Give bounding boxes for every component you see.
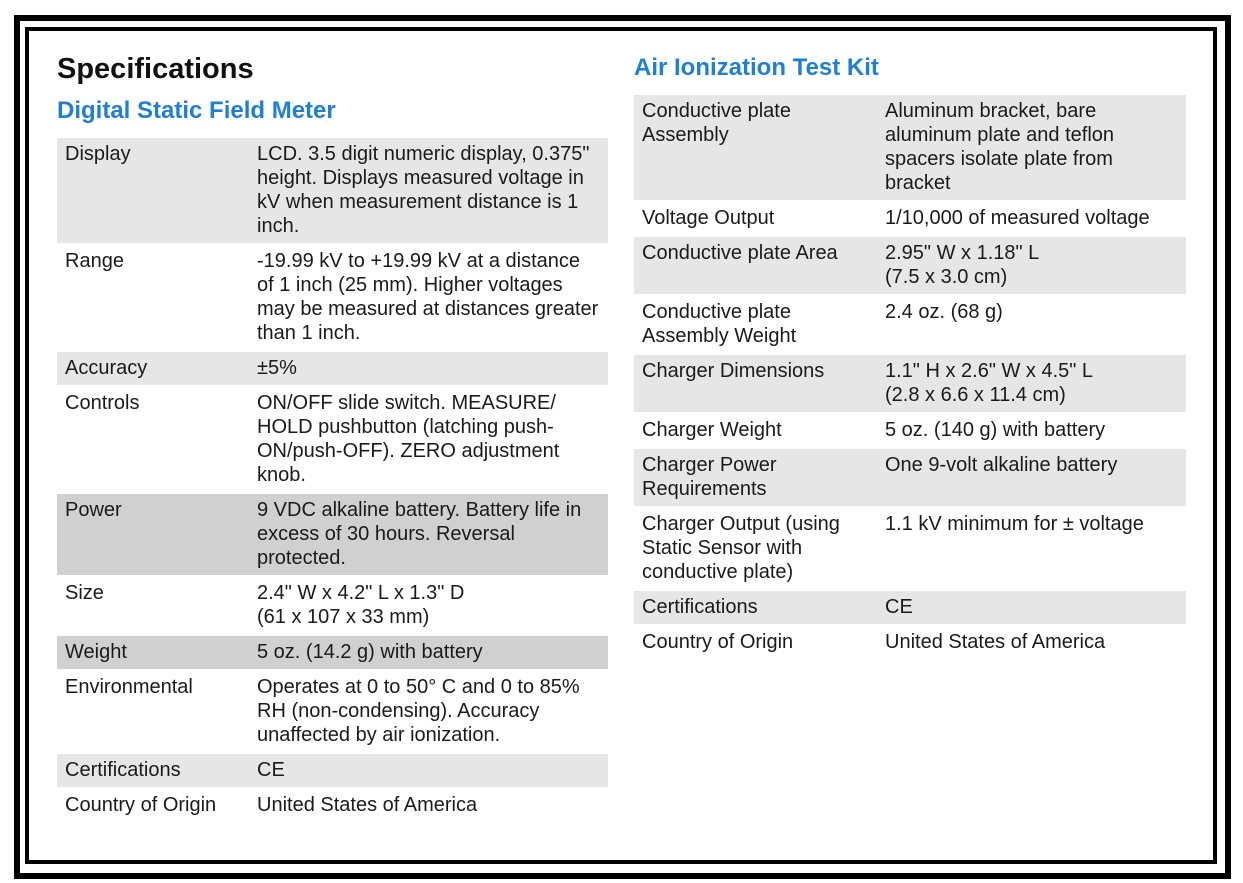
spec-label: Size xyxy=(57,576,249,635)
spec-row xyxy=(634,236,1186,295)
spec-row xyxy=(57,351,608,386)
spec-value: 5 oz. (14.2 g) with battery xyxy=(249,635,608,670)
spec-row xyxy=(57,576,608,635)
spec-label: Accuracy xyxy=(57,351,249,386)
spec-label: Charger Dimensions xyxy=(634,354,877,413)
spec-label: Conductive plate Assembly xyxy=(634,95,877,201)
spec-label: Voltage Output xyxy=(634,201,877,236)
spec-label: Conductive plate Area xyxy=(634,236,877,295)
meter-spec-table xyxy=(57,138,608,824)
spec-label: Power xyxy=(57,493,249,576)
spec-value: 1.1" H x 2.6" W x 4.5" L (2.8 x 6.6 x 11.4 cm) xyxy=(877,354,1186,413)
spec-label: Conductive plate Assembly Weight xyxy=(634,295,877,354)
page-title: Specifications xyxy=(57,53,254,85)
spec-value: 9 VDC alkaline battery. Battery life in excess of 30 hours. Reversal protected. xyxy=(249,493,608,576)
spec-row xyxy=(634,201,1186,236)
spec-value: ±5% xyxy=(249,351,608,386)
spec-label: Charger Output (using Static Sensor with conductive plate) xyxy=(634,507,877,590)
spec-value: 5 oz. (140 g) with battery xyxy=(877,413,1186,448)
spec-row xyxy=(57,788,608,823)
meter-column xyxy=(57,50,608,824)
spec-value: 2.95" W x 1.18" L (7.5 x 3.0 cm) xyxy=(877,236,1186,295)
kit-spec-table xyxy=(634,95,1186,661)
spec-value: CE xyxy=(877,590,1186,625)
spec-value: 1.1 kV minimum for ± voltage xyxy=(877,507,1186,590)
spec-row xyxy=(57,138,608,244)
spec-label: Environmental xyxy=(57,670,249,753)
spec-value: 2.4" W x 4.2" L x 1.3" D (61 x 107 x 33 mm) xyxy=(249,576,608,635)
spec-label: Country of Origin xyxy=(634,625,877,660)
spec-row xyxy=(634,625,1186,660)
spec-label: Certifications xyxy=(634,590,877,625)
spec-label: Display xyxy=(57,138,249,244)
spec-row xyxy=(57,386,608,493)
spec-row xyxy=(634,507,1186,590)
spec-row xyxy=(57,493,608,576)
spec-label: Range xyxy=(57,244,249,351)
spec-value: One 9-volt alkaline battery xyxy=(877,448,1186,507)
spec-value: Aluminum bracket, bare aluminum plate and teflon spacers isolate plate from bracket xyxy=(877,95,1186,201)
spec-value: LCD. 3.5 digit numeric display, 0.375" height. Displays measured voltage in kV when measurement distance is 1 inch. xyxy=(249,138,608,244)
spec-row xyxy=(634,413,1186,448)
spec-label: Charger Power Requirements xyxy=(634,448,877,507)
spec-row xyxy=(57,753,608,788)
spec-value: 1/10,000 of measured voltage xyxy=(877,201,1186,236)
spec-value: CE xyxy=(249,753,608,788)
spec-row xyxy=(634,354,1186,413)
spec-row xyxy=(634,295,1186,354)
spec-row xyxy=(634,95,1186,201)
spec-row xyxy=(57,670,608,753)
spec-row xyxy=(57,635,608,670)
spec-label: Controls xyxy=(57,386,249,493)
spec-label: Weight xyxy=(57,635,249,670)
spec-value: Operates at 0 to 50° C and 0 to 85% RH (non-condensing). Accuracy unaffected by air ionization. xyxy=(249,670,608,753)
spec-value: -19.99 kV to +19.99 kV at a distance of 1 inch (25 mm). Higher voltages may be measured at distances greater than 1 inch. xyxy=(249,244,608,351)
spec-label: Country of Origin xyxy=(57,788,249,823)
spec-label: Charger Weight xyxy=(634,413,877,448)
kit-column xyxy=(634,50,1186,661)
spec-label: Certifications xyxy=(57,753,249,788)
spec-value: 2.4 oz. (68 g) xyxy=(877,295,1186,354)
spec-value: United States of America xyxy=(877,625,1186,660)
spec-row xyxy=(634,448,1186,507)
spec-row xyxy=(57,244,608,351)
spec-value: United States of America xyxy=(249,788,608,823)
kit-section-title: Air Ionization Test Kit xyxy=(634,54,879,81)
meter-section-title: Digital Static Field Meter xyxy=(57,97,336,124)
spec-value: ON/OFF slide switch. MEASURE/ HOLD pushbutton (latching push-ON/push-OFF). ZERO adjustment knob. xyxy=(249,386,608,493)
spec-row xyxy=(634,590,1186,625)
